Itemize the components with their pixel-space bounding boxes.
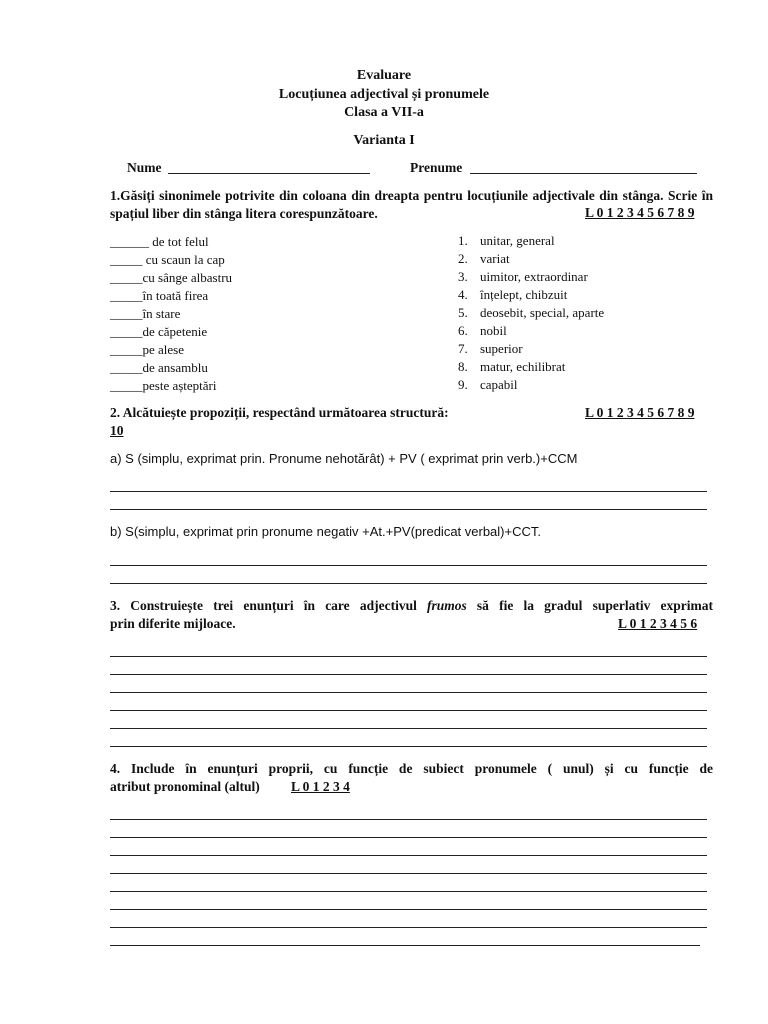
answer-blank[interactable]: _____ xyxy=(110,288,143,303)
match-left-label: de căpetenie xyxy=(142,324,208,339)
match-right-number: 3. xyxy=(458,269,468,284)
surname-field[interactable] xyxy=(470,173,697,174)
match-right-number: 7. xyxy=(458,341,468,356)
answer-line[interactable] xyxy=(110,873,707,874)
match-left-label: cu sânge albastru xyxy=(142,270,233,285)
match-left-label: de tot felul xyxy=(149,234,209,249)
answer-line[interactable] xyxy=(110,927,707,928)
match-right-item xyxy=(458,341,523,357)
match-left-item xyxy=(110,378,217,394)
match-right-item xyxy=(458,377,518,393)
match-right-label: matur, echilibrat xyxy=(480,359,566,374)
match-right-item xyxy=(458,323,507,339)
answer-line[interactable] xyxy=(110,509,707,510)
doc-title-class: Clasa a VII-a xyxy=(344,105,424,120)
match-right-number: 8. xyxy=(458,359,468,374)
match-right-item xyxy=(458,287,567,303)
match-left-label: de ansamblu xyxy=(142,360,208,375)
match-right-item xyxy=(458,233,555,249)
match-left-label: pe alese xyxy=(142,342,185,357)
answer-line[interactable] xyxy=(110,692,707,693)
match-right-number: 2. xyxy=(458,251,468,266)
task2-item-a: a) S (simplu, exprimat prin. Pronume nehotărât) + PV ( exprimat prin verb.)+CCM xyxy=(110,451,578,466)
answer-line[interactable] xyxy=(110,855,707,856)
task3-score: L 0 1 2 3 4 5 6 xyxy=(618,616,698,631)
match-right-number: 9. xyxy=(458,377,468,392)
answer-blank[interactable]: _____ xyxy=(110,306,143,321)
match-right-number: 6. xyxy=(458,323,468,338)
task1-prompt-text: 1.Găsiți sinonimele potrivite din coloana din dreapta pentru locuțiunile adjectivale din stânga. Scrie în spațiul liber din stânga litera corespunzătoare. xyxy=(110,188,713,221)
answer-line[interactable] xyxy=(110,565,707,566)
task4-prompt-line2: atribut pronominal (altul) xyxy=(110,779,260,794)
answer-line[interactable] xyxy=(110,656,707,657)
task2-score-cont: 10 xyxy=(110,423,124,438)
doc-title-evaluare: Evaluare xyxy=(356,68,412,83)
answer-blank[interactable]: _____ xyxy=(110,324,143,339)
answer-line[interactable] xyxy=(110,945,700,946)
answer-line[interactable] xyxy=(110,837,707,838)
match-right-label: înțelept, chibzuit xyxy=(480,287,568,302)
task4-score: L 0 1 2 3 4 xyxy=(291,779,350,794)
match-left-item xyxy=(110,324,207,340)
match-left-item xyxy=(110,270,232,286)
match-right-label: deosebit, special, aparte xyxy=(480,305,605,320)
match-right-item xyxy=(458,269,588,285)
task3-prompt-line1 xyxy=(110,598,713,614)
match-right-label: superior xyxy=(480,341,523,356)
answer-line[interactable] xyxy=(110,710,707,711)
match-left-item xyxy=(110,342,184,358)
match-left-item xyxy=(110,252,225,268)
answer-line[interactable] xyxy=(110,909,707,910)
answer-blank[interactable]: ______ xyxy=(110,234,149,249)
match-right-label: uimitor, extraordinar xyxy=(480,269,588,284)
match-left-item xyxy=(110,234,209,250)
task1-score: L 0 1 2 3 4 5 6 7 8 9 xyxy=(585,205,695,220)
task4-prompt-line1: 4. Include în enunțuri proprii, cu funcție de subiect pronumele ( unul) și cu funcție de xyxy=(110,761,713,776)
task3-prompt-part: 3. Construiește trei enunțuri în care adjectivul xyxy=(110,598,427,613)
answer-blank[interactable]: _____ xyxy=(110,252,143,267)
match-left-item xyxy=(110,306,180,322)
answer-blank[interactable]: _____ xyxy=(110,360,143,375)
task3-prompt-part: să fie la gradul superlativ exprimat xyxy=(466,598,713,613)
match-left-label: în stare xyxy=(142,306,181,321)
match-right-label: variat xyxy=(480,251,510,266)
answer-line[interactable] xyxy=(110,819,707,820)
answer-line[interactable] xyxy=(110,491,707,492)
task2-score: L 0 1 2 3 4 5 6 7 8 9 xyxy=(585,405,695,420)
match-left-item xyxy=(110,288,208,304)
match-right-number: 4. xyxy=(458,287,468,302)
match-right-item xyxy=(458,359,565,375)
answer-blank[interactable]: _____ xyxy=(110,270,143,285)
answer-blank[interactable]: _____ xyxy=(110,342,143,357)
match-right-number: 1. xyxy=(458,233,468,248)
name-field[interactable] xyxy=(168,173,370,174)
task3-prompt-line2: prin diferite mijloace. xyxy=(110,616,236,631)
task2-item-b: b) S(simplu, exprimat prin pronume negativ +At.+PV(predicat verbal)+CCT. xyxy=(110,524,541,539)
match-left-label: peste așteptări xyxy=(142,378,217,393)
answer-line[interactable] xyxy=(110,583,707,584)
name-label: Nume xyxy=(127,160,162,175)
doc-variant: Varianta I xyxy=(353,133,415,148)
match-right-label: nobil xyxy=(480,323,507,338)
match-right-number: 5. xyxy=(458,305,468,320)
answer-line[interactable] xyxy=(110,891,707,892)
answer-line[interactable] xyxy=(110,728,707,729)
doc-title-subject: Locuțiunea adjectival și pronumele xyxy=(278,87,490,102)
surname-label: Prenume xyxy=(410,160,463,175)
answer-blank[interactable]: _____ xyxy=(110,378,143,393)
match-right-label: capabil xyxy=(480,377,518,392)
match-right-item xyxy=(458,251,510,267)
task2-prompt: 2. Alcătuiește propoziții, respectând următoarea structură: xyxy=(110,405,449,420)
answer-line[interactable] xyxy=(110,746,707,747)
match-left-label: cu scaun la cap xyxy=(142,252,225,267)
match-left-item xyxy=(110,360,208,376)
task3-prompt-emphasis: frumos xyxy=(427,598,467,613)
match-right-item xyxy=(458,305,604,321)
answer-line[interactable] xyxy=(110,674,707,675)
match-right-label: unitar, general xyxy=(480,233,555,248)
match-left-label: în toată firea xyxy=(142,288,209,303)
